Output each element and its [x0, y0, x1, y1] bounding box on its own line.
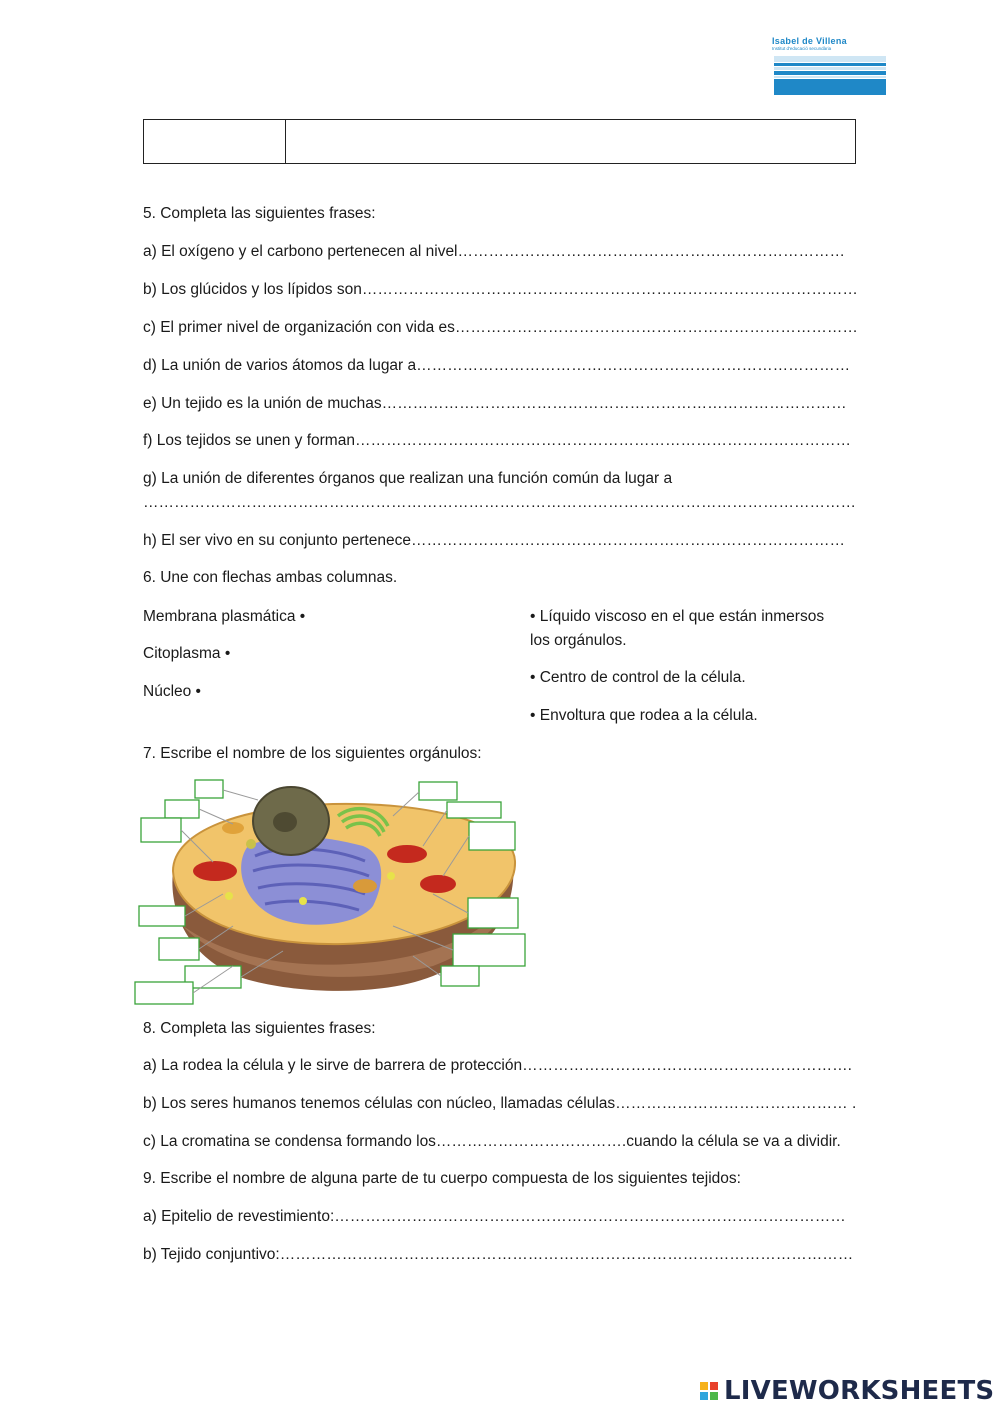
match-right-envoltura[interactable]: • Envoltura que rodea a la célula. [530, 707, 758, 724]
label-box[interactable] [141, 818, 181, 842]
label-box[interactable] [139, 906, 185, 926]
label-box[interactable] [469, 822, 515, 850]
vesicle [353, 879, 377, 893]
section5-item-c[interactable]: c) El primer nivel de organización con vida es…………………………………………………………………… [143, 319, 858, 336]
brand-square-icon [710, 1382, 718, 1390]
logo-title: Isabel de Villena [772, 36, 847, 46]
mitochondrion [193, 861, 237, 881]
label-box[interactable] [165, 800, 199, 818]
match-left-nucleo[interactable]: Núcleo • [143, 683, 201, 700]
label-box[interactable] [453, 934, 525, 966]
section5-item-b[interactable]: b) Los glúcidos y los lípidos son…………………………………………………………………………………… [143, 281, 858, 298]
section8-item-a[interactable]: a) La rodea la célula y le sirve de barrera de protección………………………………………………………. [143, 1057, 852, 1074]
label-box[interactable] [447, 802, 501, 818]
section5-item-g-blank[interactable]: ………………………………………………………………………………………………………………………… [143, 494, 856, 511]
logo-band [774, 56, 886, 62]
section9-heading: 9. Escribe el nombre de alguna parte de tu cuerpo compuesta de los siguientes tejidos: [143, 1170, 741, 1187]
label-box[interactable] [195, 780, 223, 798]
cell-diagram [133, 776, 533, 1008]
label-box[interactable] [468, 898, 518, 928]
vacuole [387, 872, 395, 880]
section9-item-a[interactable]: a) Epitelio de revestimiento:……………………………………………………………………………………… [143, 1208, 846, 1225]
brand-wordmark: LIVEWORKSHEETS [724, 1376, 995, 1406]
section7-heading: 7. Escribe el nombre de los siguientes orgánulos: [143, 745, 482, 762]
vacuole [225, 892, 233, 900]
centriole [246, 839, 256, 849]
mitochondrion [387, 845, 427, 863]
brand-square-icon [700, 1392, 708, 1400]
match-left-citoplasma[interactable]: Citoplasma • [143, 645, 231, 662]
mitochondrion [420, 875, 456, 893]
nucleolus [273, 812, 297, 832]
section5-item-e[interactable]: e) Un tejido es la unión de muchas……………………………………………………………………………… [143, 395, 847, 412]
animal-cell-illustration [133, 776, 533, 1008]
match-right-liquido-cont: los orgánulos. [530, 632, 627, 649]
liveworksheets-brand [698, 1376, 994, 1410]
section9-item-b[interactable]: b) Tejido conjuntivo:………………………………………………………………………………………………… [143, 1246, 854, 1263]
header-table [143, 119, 856, 164]
section5-item-f[interactable]: f) Los tejidos se unen y forman…………………………………………………………………………………… [143, 432, 851, 449]
logo-band [774, 71, 886, 75]
label-box[interactable] [135, 982, 193, 1004]
logo-subtitle: Institut d'educació secundària [772, 46, 832, 51]
school-logo [772, 36, 886, 96]
brand-square-icon [700, 1382, 708, 1390]
logo-band [774, 63, 886, 66]
header-table-cell[interactable] [286, 120, 855, 163]
match-left-membrana[interactable]: Membrana plasmática • [143, 608, 306, 625]
section5-item-a[interactable]: a) El oxígeno y el carbono pertenecen al nivel………………………………………………………………… [143, 243, 846, 260]
section6-heading: 6. Une con flechas ambas columnas. [143, 569, 398, 586]
section8-heading: 8. Completa las siguientes frases: [143, 1020, 376, 1037]
match-right-centro[interactable]: • Centro de control de la célula. [530, 669, 746, 686]
section8-item-c[interactable]: c) La cromatina se condensa formando los……………………………….cuando la célula se va a dividir. [143, 1133, 841, 1150]
section5-item-h[interactable]: h) El ser vivo en su conjunto pertenece………………………………………………………………………… [143, 532, 845, 549]
logo-band [774, 67, 886, 70]
section5-item-d[interactable]: d) La unión de varios átomos da lugar a………………………………………………………………………… [143, 357, 851, 374]
label-box[interactable] [441, 966, 479, 986]
section5-item-g: g) La unión de diferentes órganos que realizan una función común da lugar a [143, 470, 673, 487]
logo-band [774, 79, 886, 95]
logo-band [774, 76, 886, 78]
header-table-cell[interactable] [144, 120, 286, 163]
vacuole [299, 897, 307, 905]
label-box[interactable] [419, 782, 457, 800]
brand-square-icon [710, 1392, 718, 1400]
match-right-liquido[interactable]: • Líquido viscoso en el que están inmersos [530, 608, 825, 625]
label-box[interactable] [159, 938, 199, 960]
section5-heading: 5. Completa las siguientes frases: [143, 205, 376, 222]
section8-item-b[interactable]: b) Los seres humanos tenemos células con núcleo, llamadas células……………………………………… . [143, 1095, 857, 1112]
